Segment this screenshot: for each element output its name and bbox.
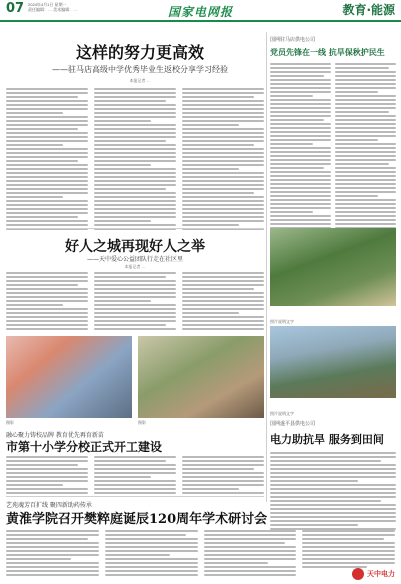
issue-editors: 责任编辑：… 美术编辑：…	[28, 7, 78, 12]
article4-kicker: 艺苑魂芳百扩线 聚四新助药传承	[6, 502, 92, 509]
sidebar2-label: 国网遂平县供电公司	[270, 421, 316, 427]
sidebar-column	[335, 63, 396, 241]
issue-date: 2024年4月1日 星期一	[28, 2, 67, 7]
sidebar-label: 国网驻马店供电公司	[270, 37, 316, 43]
section-tag: 教育·能源	[342, 3, 395, 17]
article4-column	[204, 530, 297, 576]
article4-title: 黄淮学院召开樊粹庭诞辰120周年学术研讨会	[6, 512, 268, 527]
article2-title: 好人之城再现好人之举	[65, 239, 205, 255]
article2-subtitle: ——天中爱心公益团队行走在社区里	[86, 256, 183, 263]
article2-body	[6, 272, 264, 330]
article2-photo	[138, 336, 264, 418]
article1-body	[6, 88, 264, 230]
issue-meta	[28, 2, 77, 12]
sidebar-title: 党员先锋在一线 抗旱保秋护民生	[270, 48, 385, 57]
sidebar-photo	[270, 228, 396, 306]
sidebar-caption-text: 图片说明文字	[270, 319, 294, 324]
article2-column	[94, 272, 176, 330]
divider	[266, 32, 267, 502]
article3-title: 市第十小学分校正式开工建设	[6, 440, 163, 454]
sidebar-caption-text: 图片说明文字	[270, 411, 294, 416]
article1-byline: 本报记者 …	[129, 78, 151, 83]
article4-column	[105, 530, 198, 576]
article1-column	[6, 88, 88, 230]
article3-column	[182, 456, 264, 494]
photo-credit: 摄影	[138, 420, 146, 425]
article3-column	[94, 456, 176, 494]
article2-photo	[6, 336, 132, 418]
article1-column	[182, 88, 264, 230]
article1-column	[94, 88, 176, 230]
divider	[6, 228, 264, 229]
sidebar-article	[270, 36, 396, 241]
sidebar-body	[270, 63, 396, 241]
article4-body	[6, 530, 395, 576]
brand-logo	[352, 568, 395, 580]
sidebar2-body	[270, 452, 396, 530]
article2-column	[6, 272, 88, 330]
masthead: 国家电网报	[168, 5, 234, 19]
sidebar-caption	[270, 308, 396, 327]
photo-credit: 摄影	[6, 420, 14, 425]
article4-column	[6, 530, 99, 576]
sidebar-column	[270, 63, 331, 241]
article3-column	[6, 456, 88, 494]
page-header	[0, 0, 401, 22]
logo-text: 天中电力	[367, 570, 395, 578]
article2-byline: 本报记者 …	[124, 264, 146, 269]
sidebar-photo	[270, 326, 396, 398]
logo-mark-icon	[352, 568, 364, 580]
article3-kicker: 融心聚力铸校品牌 教育优先再育新苗	[6, 432, 104, 439]
divider	[6, 496, 264, 497]
sidebar2-article	[270, 420, 396, 530]
page-number: 07	[6, 1, 25, 16]
article1-subtitle: ——驻马店高级中学优秀毕业生返校分享学习经验	[52, 65, 228, 74]
article1-title: 这样的努力更高效	[75, 43, 204, 62]
sidebar2-title: 电力助抗旱 服务到田间	[270, 433, 384, 446]
article2-column	[182, 272, 264, 330]
article3-body	[6, 456, 264, 494]
sidebar-caption	[270, 400, 396, 419]
